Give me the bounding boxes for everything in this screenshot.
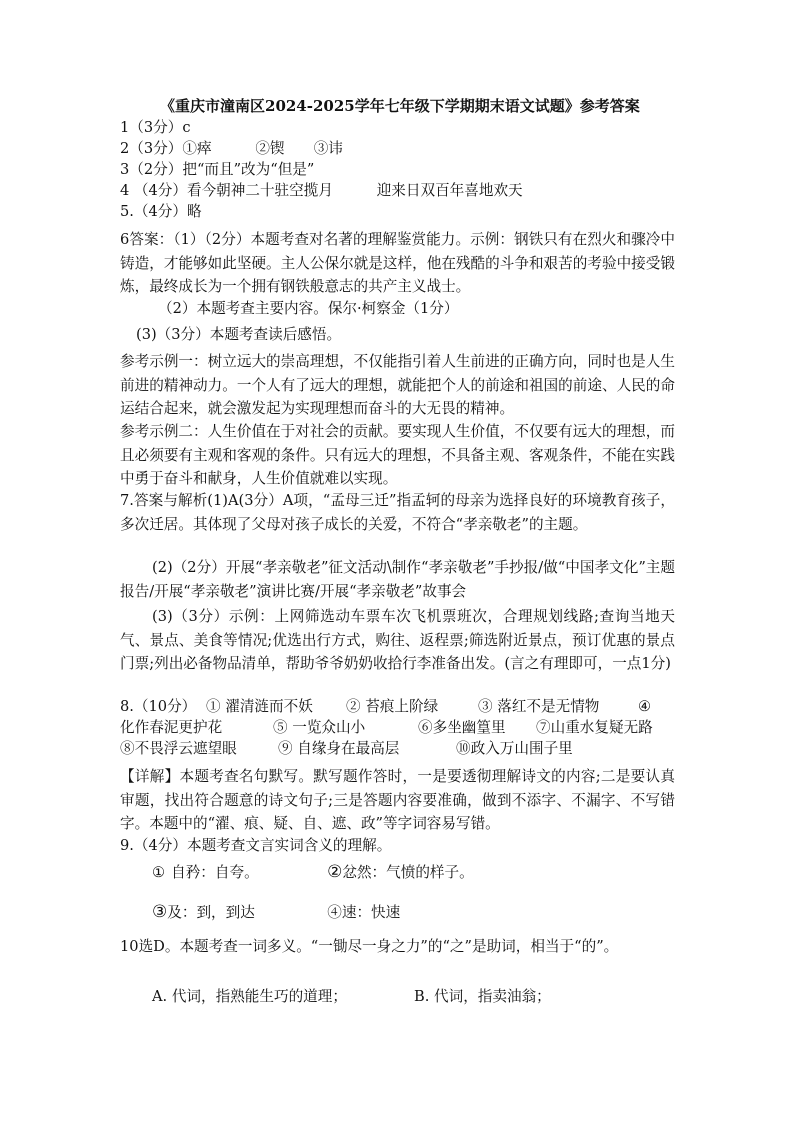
answer-q6-part1: 6答案：（1）（2分）本题考查对名著的理解鉴赏能力。示例：钢铁只有在烈火和骤冷中铸造，才能够如此坚硬。主人公保尔就是这样，他在残酷的斗争和艰苦的考验中接受锻炼，最终成长为一个拥有钢铁般意志的共产主义战士。	[120, 231, 675, 295]
answer-q6-part2: （2）本题考查主要内容。保尔·柯察金（1分）	[158, 300, 459, 317]
answer-q5: 5.（4分）略	[120, 203, 202, 220]
q8-item-4-num: ④	[638, 698, 652, 715]
q10-option-b: B. 代词，指卖油翁；	[414, 988, 551, 1005]
q8-item-7: ⑦山重水复疑无路	[536, 719, 653, 736]
q8-item-2: ② 苔痕上阶绿	[346, 698, 439, 715]
q9-item-2-num: ②	[327, 862, 343, 882]
q9-item-1: 自矜：自夸。	[171, 864, 259, 881]
answer-q6-example1: 参考示例一：树立远大的崇高理想，不仅能指引着人生前进的正确方向，同时也是人生前进的精神动力。一个人有了远大的理想，就能把个人的前途和祖国的前途、人民的命运结合起来，就会激发起为实现理想而奋斗的大无畏的精神。	[120, 353, 675, 417]
answer-q6-part3: (3)（3分）本题考查读后感悟。	[136, 326, 342, 343]
answer-q3: 3（2分）把“而且”改为“但是”	[120, 161, 315, 178]
answer-q7-part1: 7.答案与解析(1)A(3分）A项，“孟母三迁”指孟轲的母亲为选择良好的环境教育孩子，多次迁居。其体现了父母对孩子成长的关爱，不符合“孝亲敬老”的主题。	[120, 492, 675, 533]
q8-item-5: ⑤ 一览众山小	[273, 719, 366, 736]
q10-option-a: A. 代词，指熟能生巧的道理；	[152, 988, 347, 1005]
answer-q8-row2	[120, 718, 653, 738]
q9-item-1-num: ①	[152, 864, 166, 881]
answer-q1: 1（3分）c	[120, 119, 191, 136]
q8-label: 8.（10分）	[120, 698, 197, 715]
q8-item-10: ⑩政入万山围子里	[456, 740, 573, 757]
answer-q8-row1	[120, 697, 651, 717]
q8-item-8: ⑧不畏浮云遮望眼	[120, 740, 237, 757]
answer-q7-part2: (2)（2分）开展“孝亲敬老”征文活动\制作“孝亲敬老”手抄报/做“中国孝文化”主题报告/开展“孝亲敬老”演讲比赛/开展“孝亲敬老”故事会	[120, 559, 675, 600]
q8-item-4-text: 化作春泥更护花	[120, 719, 223, 736]
answer-q7-part3: (3)（3分）示例：上网筛选动车票车次飞机票班次，合理规划线路;查询当地天气、景点、美食等情况;优选出行方式，购往、返程票;筛选附近景点，预订优惠的景点门票;列出必备物品清单，帮助爷爷奶奶收拾行李准备出发。(言之有理即可，一点1分)	[120, 608, 675, 672]
q9-item-4: ④速：快速	[327, 904, 401, 921]
q8-item-1: ① 濯清涟而不妖	[206, 698, 313, 715]
answer-q9-row1	[152, 862, 474, 883]
q9-item-2: 忿然：气愤的样子。	[342, 864, 474, 881]
q8-item-3: ③ 落红不是无情物	[478, 698, 600, 715]
q9-item-3-num: ③	[152, 902, 168, 922]
q9-item-3: 及：到，到达	[167, 904, 255, 921]
answer-q6-example2: 参考示例二：人生价值在于对社会的贡献。要实现人生价值，不仅要有远大的理想，而且必须要有主观和客观的条件。只有远大的理想，不具备主观、客观条件，不能在实践中勇于奋斗和献身，人生价值就难以实现。	[120, 423, 675, 487]
answer-q8-detail: 【详解】本题考查名句默写。默写题作答时，一是要透彻理解诗文的内容;二是要认真审题，找出符合题意的诗文句子;三是答题内容要准确，做到不添字、不漏字、不写错字。本题中的“濯、痕、疑、自、遮、政”等字词容易写错。	[120, 768, 675, 832]
q8-item-6: ⑥多坐幽篁里	[418, 719, 506, 736]
answer-q10-options	[152, 987, 551, 1007]
answer-q8-row3	[120, 739, 573, 759]
answer-q9-row2	[152, 902, 400, 923]
answer-q10: 10选D。本题考查一词多义。“一锄尽一身之力”的“之”是助词，相当于“的”。	[120, 938, 619, 955]
answer-q4: 4 （4分）看今朝神二十驻空揽月 迎来日双百年喜地欢天	[120, 182, 523, 199]
answer-q9-heading: 9.（4分）本题考查文言实词含义的理解。	[120, 837, 392, 854]
answer-q2: 2（3分）①瘁 ②锲 ③讳	[120, 140, 343, 157]
document-title: 《重庆市潼南区2024-2025学年七年级下学期期末语文试题》参考答案	[160, 97, 640, 115]
q8-item-9: ⑨ 自缘身在最高层	[278, 740, 400, 757]
